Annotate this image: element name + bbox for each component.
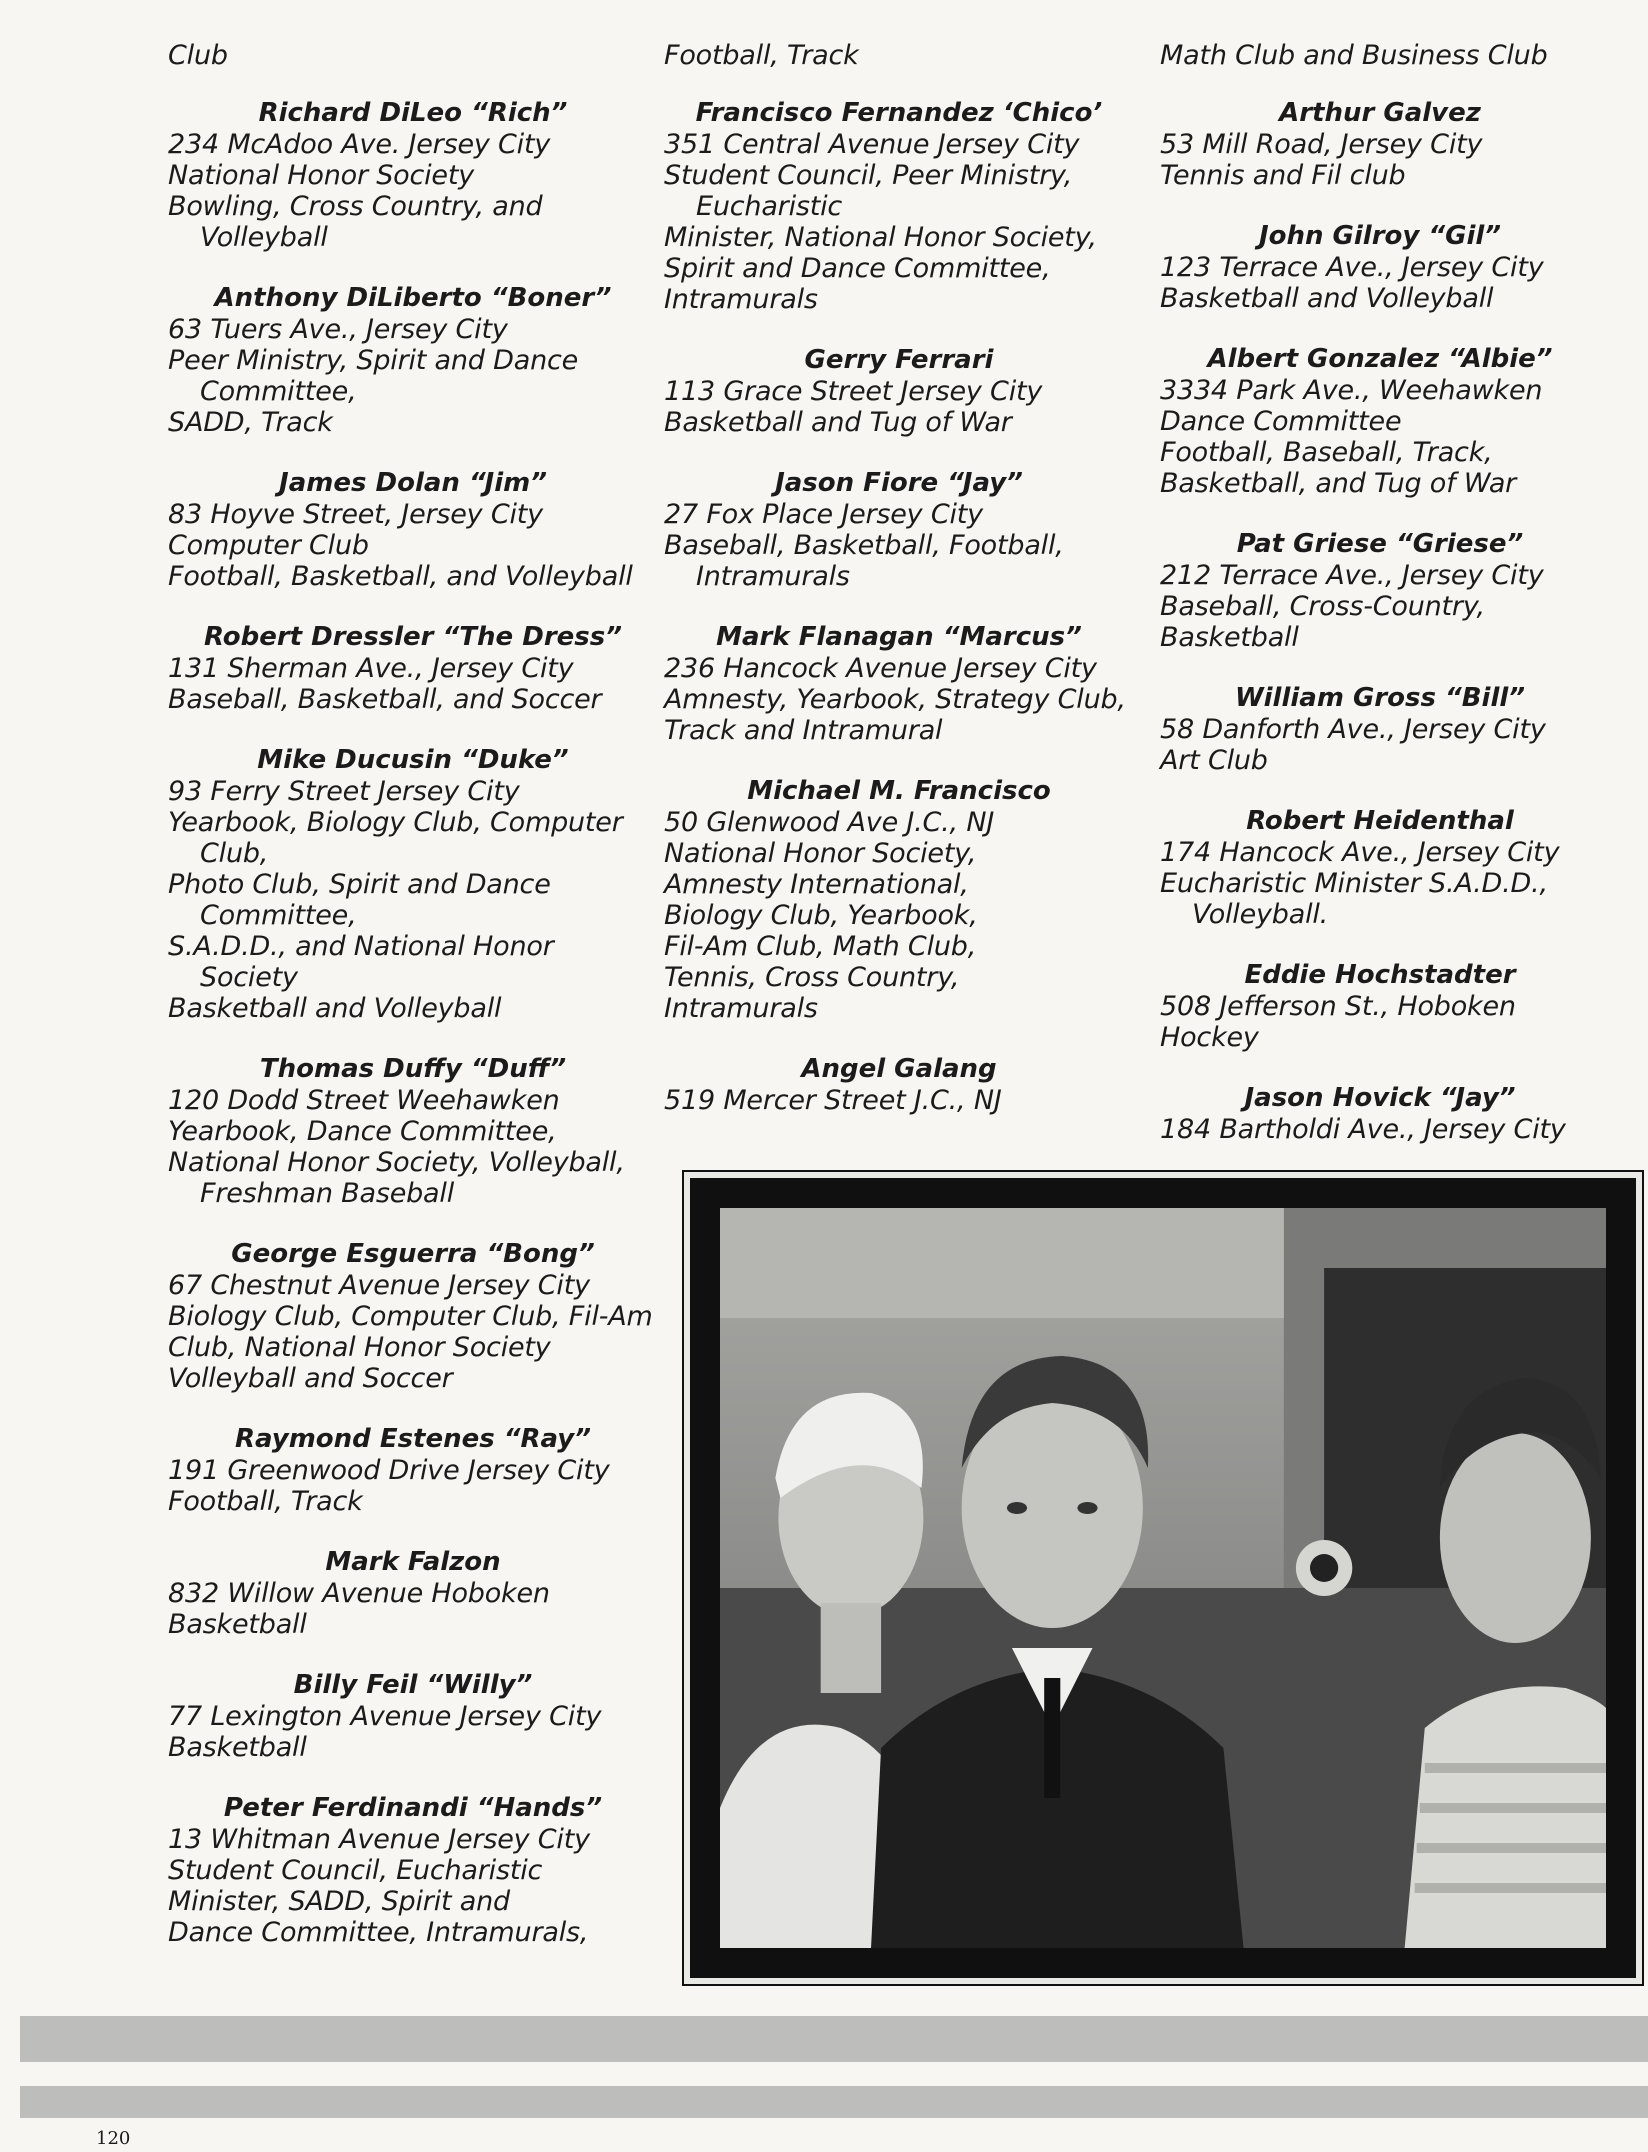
senior-details	[1160, 1114, 1600, 1145]
detail-line: Basketball, and Tug of War	[1160, 468, 1517, 499]
senior-name: James Dolan “Jim”	[279, 468, 547, 498]
detail-line: Bowling, Cross Country, and Volleyball	[168, 191, 543, 253]
detail-line: Baseball, Basketball, Football, Intramurals	[664, 530, 1064, 592]
photo-frame	[684, 1172, 1642, 1984]
senior-details	[168, 1578, 658, 1640]
detail-line: Intramurals	[664, 284, 818, 315]
detail-line: Dance Committee	[1160, 406, 1402, 437]
detail-line: Tennis and Fil club	[1160, 160, 1406, 191]
senior-name: Eddie Hochstadter	[1244, 960, 1516, 990]
senior-name: Francisco Fernandez ‘Chico’	[695, 98, 1103, 128]
detail-line: 123 Terrace Ave., Jersey City	[1160, 252, 1544, 283]
detail-line: Amnesty, Yearbook, Strategy Club,	[664, 684, 1126, 715]
senior-details	[168, 1824, 658, 1948]
detail-line: 13 Whitman Avenue Jersey City	[168, 1824, 590, 1855]
detail-line: Basketball and Tug of War	[664, 407, 1012, 438]
detail-line: 67 Chestnut Avenue Jersey City	[168, 1270, 590, 1301]
detail-line: Peer Ministry, Spirit and Dance Committee,	[168, 345, 579, 407]
senior-entry	[664, 97, 1134, 315]
senior-entry	[1160, 682, 1600, 776]
senior-entry	[1160, 528, 1600, 653]
senior-entry	[168, 1546, 658, 1640]
senior-details	[168, 1455, 658, 1517]
senior-name: Mike Ducusin “Duke”	[257, 745, 569, 775]
entry-list	[664, 97, 1134, 1116]
senior-name: Mark Falzon	[325, 1547, 501, 1577]
senior-details	[1160, 252, 1600, 314]
detail-line: Basketball and Volleyball	[1160, 283, 1494, 314]
footer-band-bottom	[20, 2086, 1648, 2118]
detail-line: Amnesty International,	[664, 869, 969, 900]
senior-entry	[168, 744, 658, 1024]
detail-line: 174 Hancock Ave., Jersey City	[1160, 837, 1560, 868]
detail-line: 3334 Park Ave., Weehawken	[1160, 375, 1543, 406]
senior-name: Raymond Estenes “Ray”	[234, 1424, 591, 1454]
detail-line: 93 Ferry Street Jersey City	[168, 776, 520, 807]
carryover-text: Football, Track	[664, 40, 859, 71]
senior-entry	[1160, 1082, 1600, 1145]
senior-details	[664, 129, 1134, 315]
detail-line: Fil-Am Club, Math Club,	[664, 931, 977, 962]
detail-line: National Honor Society	[168, 160, 475, 191]
senior-details	[664, 807, 1134, 1024]
detail-line: Art Club	[1160, 745, 1268, 776]
detail-line: 63 Tuers Ave., Jersey City	[168, 314, 508, 345]
senior-name: Jason Hovick “Jay”	[1244, 1083, 1516, 1113]
detail-line: 131 Sherman Ave., Jersey City	[168, 653, 574, 684]
detail-line: Student Council, Eucharistic	[168, 1855, 543, 1886]
senior-entry	[664, 1053, 1134, 1116]
detail-line: Basketball	[1160, 622, 1299, 653]
senior-entry	[168, 1423, 658, 1517]
senior-name: Gerry Ferrari	[804, 345, 994, 375]
senior-name: Michael M. Francisco	[747, 776, 1051, 806]
senior-entry	[1160, 97, 1600, 191]
detail-line: 519 Mercer Street J.C., NJ	[664, 1085, 1002, 1116]
senior-details	[168, 776, 658, 1024]
photo-illustration	[720, 1208, 1606, 1948]
detail-line: S.A.D.D., and National Honor Society	[168, 931, 554, 993]
detail-line: Yearbook, Dance Committee,	[168, 1116, 557, 1147]
detail-line: Baseball, Basketball, and Soccer	[168, 684, 602, 715]
carryover-text: Math Club and Business Club	[1160, 40, 1548, 71]
entry-list	[1160, 97, 1600, 1145]
detail-line: Volleyball and Soccer	[168, 1363, 453, 1394]
detail-line: Photo Club, Spirit and Dance Committee,	[168, 869, 551, 931]
senior-details	[1160, 714, 1600, 776]
detail-line: Minister, SADD, Spirit and	[168, 1886, 510, 1917]
detail-line: Basketball	[168, 1732, 307, 1763]
detail-line: Tennis, Cross Country,	[664, 962, 960, 993]
senior-details	[168, 1270, 658, 1394]
detail-line: 58 Danforth Ave., Jersey City	[1160, 714, 1546, 745]
senior-entry	[1160, 220, 1600, 314]
senior-details	[168, 1085, 658, 1209]
senior-entry	[664, 621, 1134, 746]
senior-name: John Gilroy “Gil”	[1258, 221, 1502, 251]
entry-list	[168, 97, 658, 1948]
group-photo	[720, 1208, 1606, 1948]
senior-details	[1160, 129, 1600, 191]
detail-line: 50 Glenwood Ave J.C., NJ	[664, 807, 995, 838]
senior-name: Mark Flanagan “Marcus”	[716, 622, 1082, 652]
senior-details	[168, 499, 658, 592]
senior-details	[168, 653, 658, 715]
detail-line: 120 Dodd Street Weehawken	[168, 1085, 560, 1116]
detail-line: 234 McAdoo Ave. Jersey City	[168, 129, 551, 160]
detail-line: Football, Track	[168, 1486, 363, 1517]
column-2	[664, 40, 1134, 1145]
senior-entry	[168, 97, 658, 253]
senior-name: Robert Heidenthal	[1246, 806, 1514, 836]
senior-details	[1160, 991, 1600, 1053]
detail-line: Spirit and Dance Committee,	[664, 253, 1051, 284]
detail-line: Intramurals	[664, 993, 818, 1024]
detail-line: Basketball	[168, 1609, 307, 1640]
senior-details	[1160, 375, 1600, 499]
detail-line: Biology Club, Yearbook,	[664, 900, 978, 931]
senior-name: George Esguerra “Bong”	[231, 1239, 595, 1269]
senior-entry	[168, 1792, 658, 1948]
senior-name: Robert Dressler “The Dress”	[204, 622, 622, 652]
senior-details	[1160, 560, 1600, 653]
detail-line: Track and Intramural	[664, 715, 943, 746]
senior-details	[664, 653, 1134, 746]
detail-line: Minister, National Honor Society,	[664, 222, 1097, 253]
detail-line: 113 Grace Street Jersey City	[664, 376, 1043, 407]
detail-line: Basketball and Volleyball	[168, 993, 502, 1024]
senior-name: Albert Gonzalez “Albie”	[1207, 344, 1553, 374]
senior-name: Billy Feil “Willy”	[293, 1670, 533, 1700]
detail-line: 236 Hancock Avenue Jersey City	[664, 653, 1097, 684]
senior-entry	[168, 282, 658, 438]
senior-details	[664, 1085, 1134, 1116]
page-number: 120	[96, 2128, 131, 2149]
senior-entry	[168, 467, 658, 592]
detail-line: National Honor Society,	[664, 838, 977, 869]
detail-line: 191 Greenwood Drive Jersey City	[168, 1455, 610, 1486]
senior-entry	[1160, 343, 1600, 499]
senior-entry	[168, 1669, 658, 1763]
detail-line: Computer Club	[168, 530, 369, 561]
senior-details	[664, 376, 1134, 438]
detail-line: Eucharistic Minister S.A.D.D., Volleyball.	[1160, 868, 1548, 930]
senior-name: Pat Griese “Griese”	[1236, 529, 1524, 559]
detail-line: 184 Bartholdi Ave., Jersey City	[1160, 1114, 1566, 1145]
detail-line: 212 Terrace Ave., Jersey City	[1160, 560, 1544, 591]
senior-entry	[168, 1053, 658, 1209]
detail-line: SADD, Track	[168, 407, 333, 438]
footer-band-top	[20, 2016, 1648, 2062]
detail-line: National Honor Society, Volleyball, Freshman Baseball	[168, 1147, 625, 1209]
detail-line: 508 Jefferson St., Hoboken	[1160, 991, 1516, 1022]
senior-name: Peter Ferdinandi “Hands”	[223, 1793, 603, 1823]
senior-name: Thomas Duffy “Duff”	[259, 1054, 567, 1084]
detail-line: Club, National Honor Society	[168, 1332, 551, 1363]
detail-line: 832 Willow Avenue Hoboken	[168, 1578, 550, 1609]
detail-line: 77 Lexington Avenue Jersey City	[168, 1701, 602, 1732]
detail-line: Hockey	[1160, 1022, 1259, 1053]
detail-line: Dance Committee, Intramurals,	[168, 1917, 589, 1948]
senior-entry	[168, 1238, 658, 1394]
detail-line: 27 Fox Place Jersey City	[664, 499, 983, 530]
senior-name: William Gross “Bill”	[1234, 683, 1526, 713]
carryover-text: Club	[168, 40, 228, 71]
senior-details	[664, 499, 1134, 592]
detail-line: Baseball, Cross-Country,	[1160, 591, 1485, 622]
detail-line: Biology Club, Computer Club, Fil-Am	[168, 1301, 653, 1332]
detail-line: 83 Hoyve Street, Jersey City	[168, 499, 543, 530]
senior-entry	[1160, 805, 1600, 930]
senior-entry	[664, 344, 1134, 438]
detail-line: 53 Mill Road, Jersey City	[1160, 129, 1483, 160]
detail-line: Student Council, Peer Ministry, Eucharistic	[664, 160, 1073, 222]
column-1	[168, 40, 658, 1977]
detail-line: Football, Baseball, Track,	[1160, 437, 1493, 468]
senior-name: Richard DiLeo “Rich”	[258, 98, 568, 128]
senior-name: Arthur Galvez	[1279, 98, 1481, 128]
detail-line: Yearbook, Biology Club, Computer Club,	[168, 807, 623, 869]
senior-details	[1160, 837, 1600, 930]
senior-entry	[664, 467, 1134, 592]
senior-details	[168, 129, 658, 253]
column-3	[1160, 40, 1600, 1174]
detail-line: Football, Basketball, and Volleyball	[168, 561, 633, 592]
senior-entry	[168, 621, 658, 715]
senior-name: Jason Fiore “Jay”	[775, 468, 1023, 498]
senior-entry	[1160, 959, 1600, 1053]
senior-details	[168, 1701, 658, 1763]
senior-name: Angel Galang	[801, 1054, 997, 1084]
senior-details	[168, 314, 658, 438]
senior-name: Anthony DiLiberto “Boner”	[214, 283, 612, 313]
senior-entry	[664, 775, 1134, 1024]
detail-line: 351 Central Avenue Jersey City	[664, 129, 1080, 160]
